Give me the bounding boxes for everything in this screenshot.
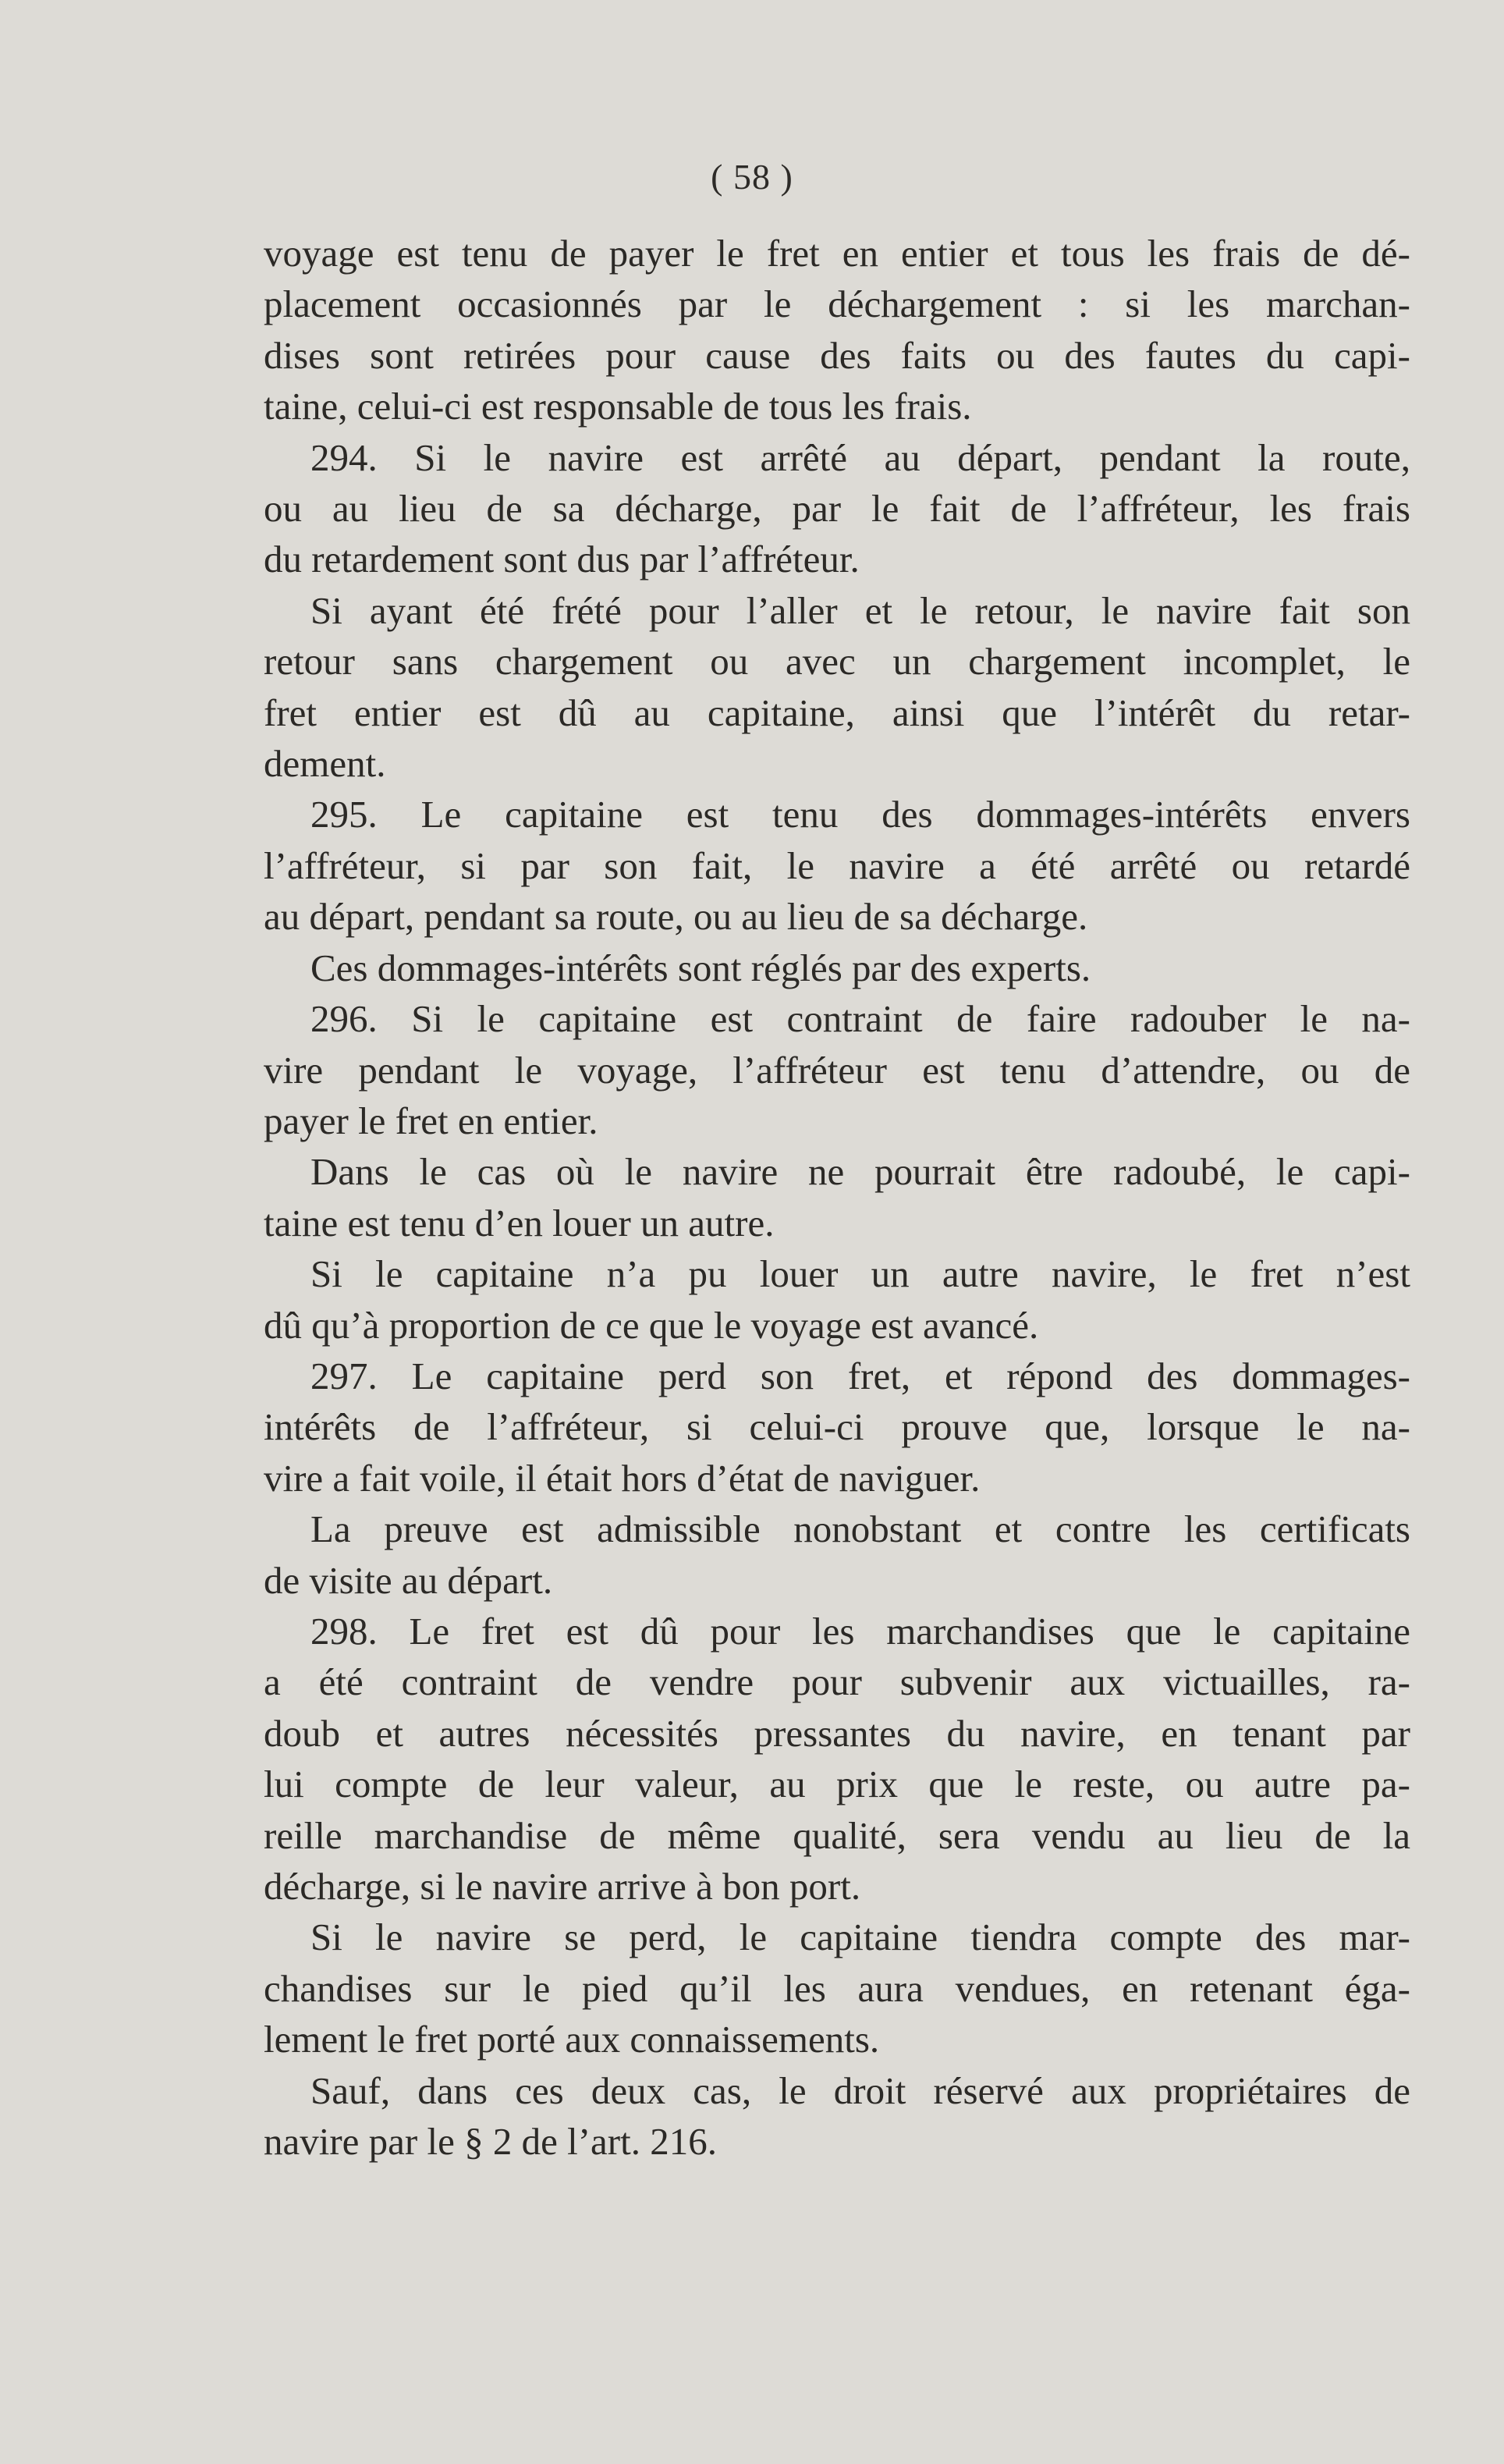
text-line: 298. Le fret est dû pour les marchandises que le capitaine bbox=[310, 1609, 1410, 1653]
text-line: dement. bbox=[264, 742, 386, 786]
paragraph bbox=[264, 1912, 1410, 2065]
text-line: 297. Le capitaine perd son fret, et répond des dommages- bbox=[310, 1354, 1410, 1397]
paragraph bbox=[264, 228, 1410, 432]
text-line: payer le fret en entier. bbox=[264, 1099, 598, 1142]
text-line: Dans le cas où le navire ne pourrait être radoubé, le capi- bbox=[310, 1150, 1410, 1194]
paragraph bbox=[264, 432, 1410, 585]
text-line: doub et autres nécessités pressantes du navire, en tenant par bbox=[264, 1711, 1410, 1755]
text-line: reille marchandise de même qualité, sera vendu au lieu de la bbox=[264, 1813, 1410, 1857]
text-line: taine est tenu d’en louer un autre. bbox=[264, 1201, 775, 1244]
text-line: a été contraint de vendre pour subvenir aux victuailles, ra- bbox=[264, 1660, 1410, 1704]
text-line: navire par le § 2 de l’art. 216. bbox=[264, 2120, 717, 2164]
paragraph bbox=[264, 789, 1410, 942]
text-line: chandises sur le pied qu’il les aura vendues, en retenant éga- bbox=[264, 1966, 1410, 2010]
text-line: Si le capitaine n’a pu louer un autre navire, le fret n’est bbox=[310, 1252, 1410, 1296]
text-line: Si ayant été frété pour l’aller et le retour, le navire fait son bbox=[310, 588, 1410, 632]
text-line: 295. Le capitaine est tenu des dommages-intérêts envers bbox=[310, 793, 1410, 836]
text-line: du retardement sont dus par l’affréteur. bbox=[264, 538, 860, 581]
text-line: décharge, si le navire arrive à bon port. bbox=[264, 1865, 861, 1908]
body-text bbox=[264, 228, 1410, 2167]
text-line: l’affréteur, si par son fait, le navire a été arrêté ou retardé bbox=[264, 843, 1410, 887]
text-line: vire pendant le voyage, l’affréteur est tenu d’attendre, ou de bbox=[264, 1048, 1410, 1092]
text-line: voyage est tenu de payer le fret en entier et tous les frais de dé- bbox=[264, 232, 1410, 275]
text-line: de visite au départ. bbox=[264, 1558, 553, 1602]
text-line: lui compte de leur valeur, au prix que le reste, ou autre pa- bbox=[264, 1763, 1410, 1806]
paragraph bbox=[264, 1146, 1410, 1248]
text-line: dises sont retirées pour cause des faits ou des fautes du capi- bbox=[264, 333, 1410, 377]
paragraph bbox=[264, 1606, 1410, 1912]
paragraph bbox=[264, 585, 1410, 790]
text-line: 296. Si le capitaine est contraint de faire radouber le na- bbox=[310, 997, 1410, 1041]
paragraph bbox=[264, 943, 1410, 993]
paragraph bbox=[264, 2065, 1410, 2168]
text-line: ou au lieu de sa décharge, par le fait de l’affréteur, les frais bbox=[264, 487, 1410, 531]
text-line: placement occasionnés par le déchargement : si les marchan- bbox=[264, 282, 1410, 326]
text-line: vire a fait voile, il était hors d’état de naviguer. bbox=[264, 1456, 981, 1500]
text-line: retour sans chargement ou avec un chargement incomplet, le bbox=[264, 640, 1410, 683]
paragraph bbox=[264, 1351, 1410, 1504]
text-line: au départ, pendant sa route, ou au lieu de sa décharge. bbox=[264, 895, 1088, 939]
text-line: Ces dommages-intérêts sont réglés par des experts. bbox=[310, 946, 1091, 989]
text-line: Si le navire se perd, le capitaine tiendra compte des mar- bbox=[310, 1915, 1410, 1959]
text-line: La preuve est admissible nonobstant et contre les certificats bbox=[310, 1507, 1410, 1551]
text-line: taine, celui-ci est responsable de tous les frais. bbox=[264, 385, 972, 428]
text-line: dû qu’à proportion de ce que le voyage est avancé. bbox=[264, 1303, 1039, 1347]
text-line: intérêts de l’affréteur, si celui-ci prouve que, lorsque le na- bbox=[264, 1405, 1410, 1449]
text-line: lement le fret porté aux connaissements. bbox=[264, 2018, 880, 2061]
text-line: Sauf, dans ces deux cas, le droit réservé aux propriétaires de bbox=[310, 2068, 1410, 2112]
paragraph bbox=[264, 993, 1410, 1146]
paragraph bbox=[264, 1504, 1410, 1606]
page-number: ( 58 ) bbox=[711, 157, 793, 197]
text-line: fret entier est dû au capitaine, ainsi que l’intérêt du retar- bbox=[264, 691, 1410, 734]
paragraph bbox=[264, 1248, 1410, 1351]
text-line: 294. Si le navire est arrêté au départ, pendant la route, bbox=[310, 435, 1410, 479]
